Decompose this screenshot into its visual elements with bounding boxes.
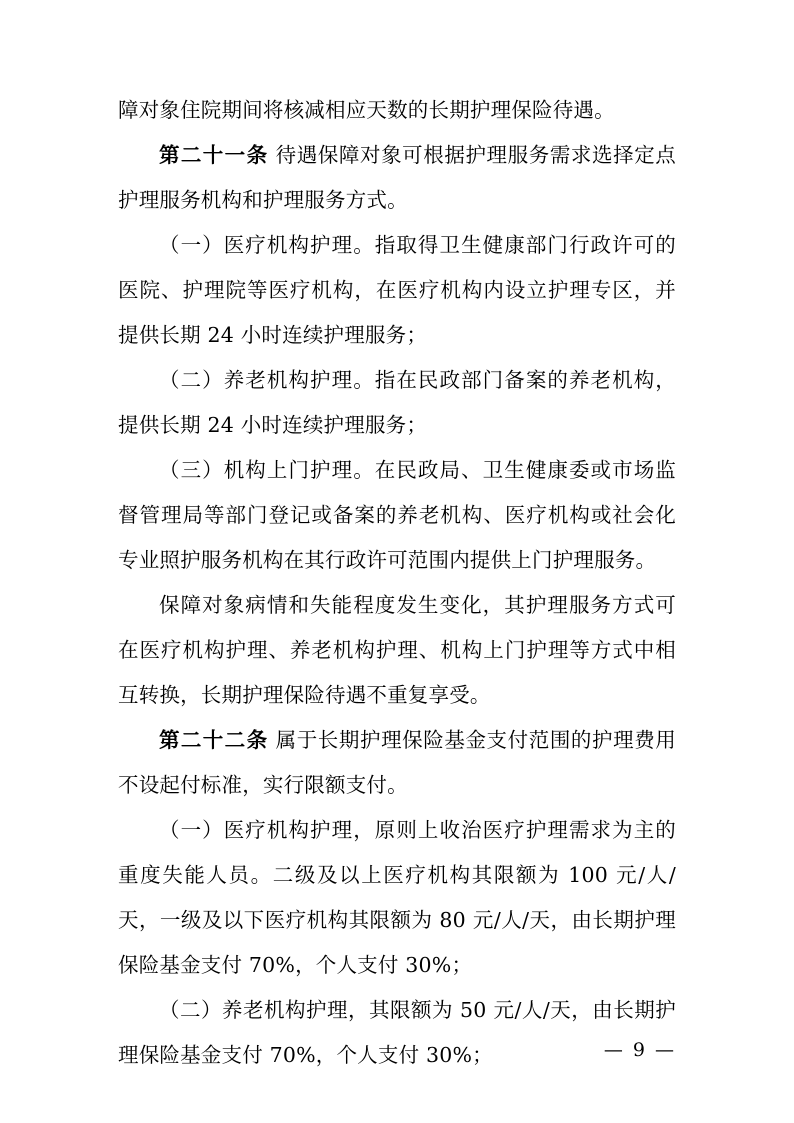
paragraph-item-21-3 — [118, 448, 676, 583]
paragraph-article-22 — [118, 718, 676, 808]
paragraph-article-21 — [118, 133, 676, 223]
paragraph-text: （二）养老机构护理，其限额为 50 元/人/天，由长期护理保险基金支付 70%，个人支付 30%； — [118, 998, 676, 1067]
page-number: — 9 — — [603, 1039, 676, 1061]
article-label: 第二十一条 — [159, 143, 269, 167]
paragraph-text: （三）机构上门护理。在民政局、卫生健康委或市场监督管理局等部门登记或备案的养老机构、医疗机构或社会化专业照护服务机构在其行政许可范围内提供上门护理服务。 — [118, 458, 676, 572]
paragraph-item-22-2 — [118, 988, 676, 1078]
paragraph-item-21-2 — [118, 358, 676, 448]
paragraph-service-change — [118, 583, 676, 718]
paragraph-item-21-1 — [118, 223, 676, 358]
paragraph-text: 属于长期护理保险基金支付范围的护理费用不设起付标准，实行限额支付。 — [118, 728, 677, 797]
paragraph-text: 保障对象病情和失能程度发生变化，其护理服务方式可在医疗机构护理、养老机构护理、机构上门护理等方式中相互转换，长期护理保险待遇不重复享受。 — [118, 593, 676, 707]
paragraph-text: 待遇保障对象可根据护理服务需求选择定点护理服务机构和护理服务方式。 — [118, 143, 677, 212]
paragraph-text: （一）医疗机构护理，原则上收治医疗护理需求为主的重度失能人员。二级及以上医疗机构其限额为 100 元/人/天，一级及以下医疗机构其限额为 80 元/人/天，由长期护理保险基金支付 70%，个人支付 30%； — [118, 818, 676, 977]
paragraph-item-22-1 — [118, 808, 676, 988]
paragraph-text: 障对象住院期间将核减相应天数的长期护理保险待遇。 — [118, 98, 615, 122]
paragraph-text: （二）养老机构护理。指在民政部门备案的养老机构，提供长期 24 小时连续护理服务； — [118, 368, 676, 437]
paragraph-text: （一）医疗机构护理。指取得卫生健康部门行政许可的医院、护理院等医疗机构，在医疗机构内设立护理专区，并提供长期 24 小时连续护理服务； — [118, 233, 676, 347]
paragraph-continued — [118, 88, 676, 133]
article-label: 第二十二条 — [159, 728, 269, 752]
document-body — [118, 88, 676, 1078]
